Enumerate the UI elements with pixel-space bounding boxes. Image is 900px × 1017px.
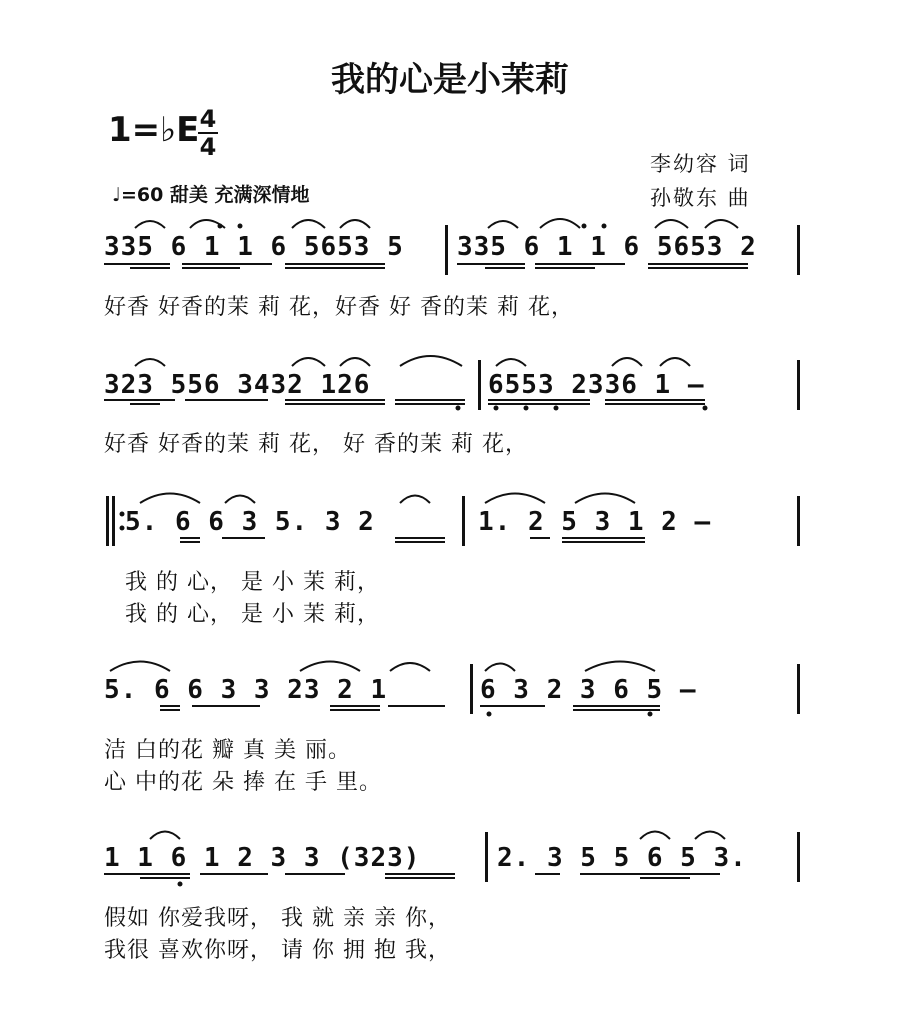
composer-credit: 孙敬东 曲 <box>650 186 751 210</box>
lyricist-credit: 李幼容 词 <box>650 152 751 176</box>
notation-line-5-measure-1: 1 1 6 1 2 3 3 (323) <box>104 843 421 873</box>
lyric-line-5a: 假如 你爱我呀， 我 就 亲 亲 你， <box>104 906 451 931</box>
lyric-line-3a: 我 的 心， 是 小 茉 莉， <box>125 570 380 595</box>
notation-line-2-measure-2: 6553 2336 1 — <box>488 370 705 400</box>
notation-line-3-measure-2: 1. 2 5 3 1 2 — <box>478 507 712 537</box>
lyric-line-2: 好香 好香的茉 莉 花， 好 香的茉 莉 花， <box>104 432 528 457</box>
lyric-line-3b: 我 的 心， 是 小 茉 莉， <box>125 602 380 627</box>
tempo-marking: ♩=60 甜美 充满深情地 <box>112 184 310 206</box>
meter-denominator: 4 <box>199 133 217 161</box>
lyric-line-1: 好香 好香的茉 莉 花，好香 好 香的茉 莉 花， <box>104 295 574 320</box>
song-title: 我的心是小茉莉 <box>331 60 569 100</box>
notation-line-2-measure-1: 323 556 3432 126 <box>104 370 371 400</box>
lyric-line-4a: 洁 白的花 瓣 真 美 丽。 <box>104 738 351 763</box>
notation-line-4-measure-1: 5. 6 6 3 3 23 2 1 <box>104 675 388 705</box>
key-signature: 1=♭E <box>108 110 200 150</box>
lyric-line-4b: 心 中的花 朵 捧 在 手 里。 <box>104 770 382 795</box>
notation-line-3-measure-1: 5. 6 6 3 5. 3 2 <box>125 507 375 537</box>
notation-line-5-measure-2: 2. 3 5 5 6 5 3. <box>497 843 747 873</box>
notation-line-1-measure-1: 335 6 1 1 6 5653 5 <box>104 232 404 262</box>
meter-numerator: 4 <box>199 105 217 133</box>
notation-line-4-measure-2: 6 3 2 3 6 5 — <box>480 675 697 705</box>
lyric-line-5b: 我很 喜欢你呀， 请 你 拥 抱 我， <box>104 938 451 963</box>
notation-line-1-measure-2: 335 6 1 1 6 5653 2 <box>457 232 757 262</box>
